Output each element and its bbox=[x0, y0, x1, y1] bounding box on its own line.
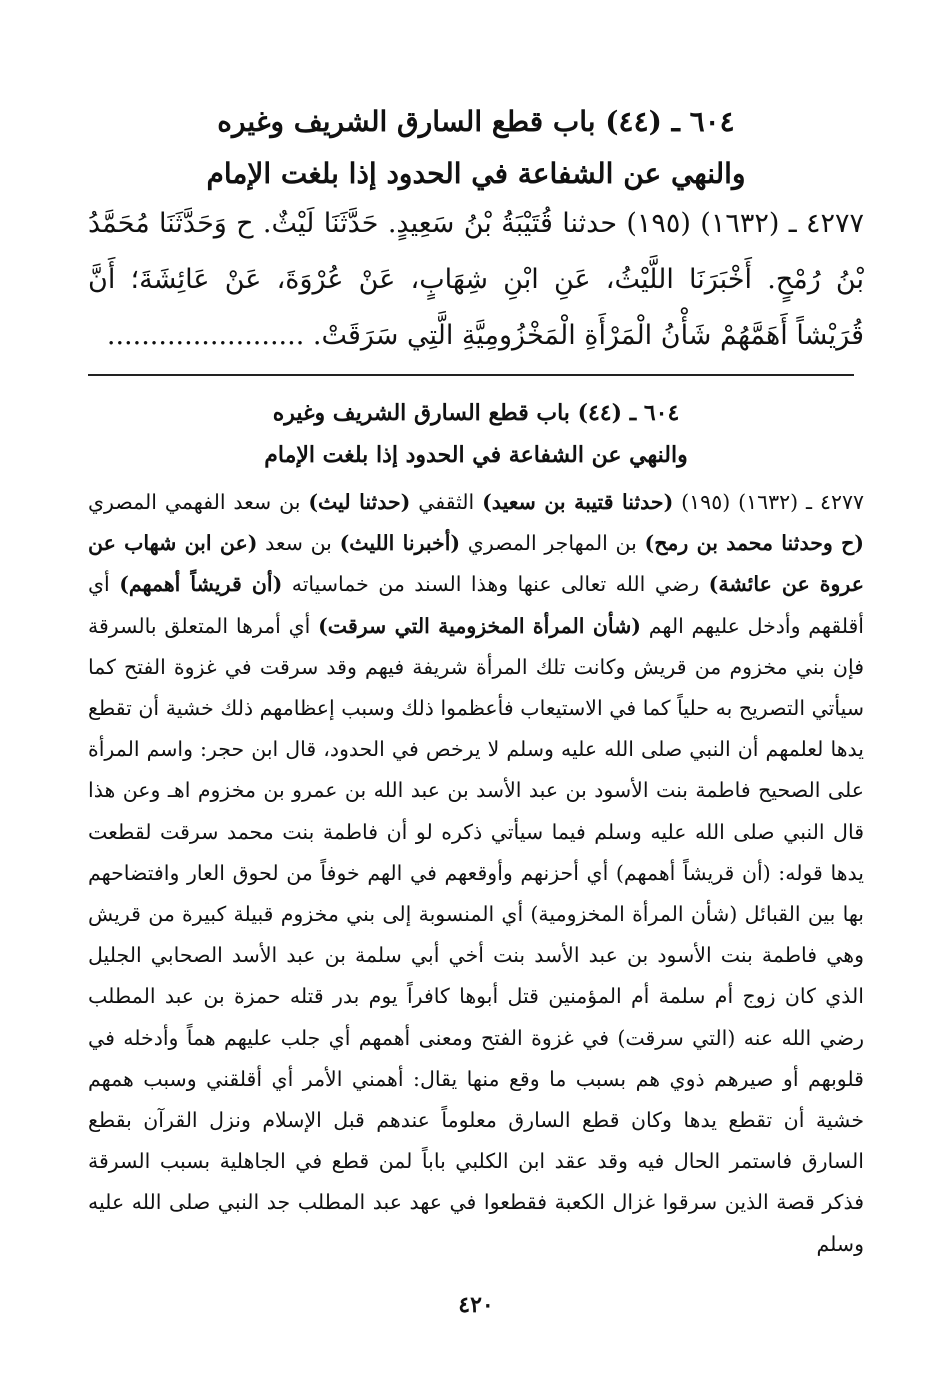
chapter-heading-top bbox=[90, 96, 862, 200]
page-number: ٤٢٠ bbox=[458, 1292, 494, 1318]
commentary-quote: (حدثنا قتيبة بن سعيد) bbox=[482, 490, 674, 514]
chapter-heading-commentary-line2: والنهي عن الشفاعة في الحدود إذا بلغت الإمام bbox=[264, 442, 688, 468]
chapter-heading-top-line2: والنهي عن الشفاعة في الحدود إذا بلغت الإمام bbox=[206, 157, 746, 190]
commentary-quote: (أن قريشاً أهمهم) bbox=[119, 572, 283, 597]
chapter-heading-commentary bbox=[90, 392, 862, 476]
commentary-quote: (حدثنا ليث) bbox=[308, 490, 411, 514]
commentary-run: ٤٢٧٧ ـ (١٦٣٢) (١٩٥) bbox=[673, 490, 864, 514]
commentary-run: بن المهاجر المصري bbox=[460, 531, 645, 556]
commentary-quote: (شأن المرأة المخزومية التي سرقت) bbox=[318, 613, 642, 638]
hadith-text: ٤٢٧٧ ـ (١٦٣٢) (١٩٥) حدثنا قُتَيْبَةُ بْنُ سَعِيدٍ. حَدَّثَنَا لَيْثٌ. ح وَحَدَّثَنَا مُحَمَّدُ بْنُ رُمْحٍ. أَخْبَرَنَا اللَّيْثُ، عَنِ ابْنِ شِهَابٍ، عَنْ عُرْوَةَ، عَنْ عَائِشَةَ؛ أَنَّ قُرَيْشاً أَهَمَّهُمْ شَأْنُ الْمَرْأَةِ الْمَخْزُومِيَّةِ الَّتِي سَرَقَتْ. ....................... bbox=[88, 208, 864, 351]
chapter-heading-top-line1: ٦٠٤ ـ (٤٤) باب قطع السارق الشريف وغيره bbox=[217, 105, 735, 138]
commentary-run: أي أمرها المتعلق بالسرقة فإن بني مخزوم من قريش وكانت تلك المرأة شريفة فيهم وقد سرقت في غزوة الفتح كما سيأتي التصريح به حلياً كما في الاستيعاب فأعظموا ذلك وسبب إعظامهم ذلك خشية أن تقطع يدها لعلمهم أن النبي صلى الله عليه وسلم لا يرخص في الحدود، قال ابن حجر: واسم المرأة على الصحيح فاطمة بنت الأسود بن عبد الأسد بن عبد الله بن عمرو بن مخزوم اهـ وعن هذا قال النبي صلى الله عليه وسلم فيما سيأتي ذكره لو أن فاطمة بنت محمد سرقت لقطعت يدها قوله: (أن قريشاً أهمهم) أي أحزنهم وأوقعهم في الهم خوفاً من لحوق العار وافتضاحهم بها بين القبائل (شأن المرأة المخزومية) أي المنسوبة إلى بني مخزوم قبيلة كبيرة من قريش وهي فاطمة بنت الأسود بن عبد الأسد بنت أخي أبي سلمة بن عبد الأسد الصحابي الجليل الذي كان زوج أم سلمة أم المؤمنين قتل أبوها كافراً يوم بدر قتله حمزة بن عبد المطلب رضي الله عنه (التي سرقت) في غزوة الفتح ومعنى أهمهم أي جلب عليهم هماً وأدخله في قلوبهم أو صيرهم ذوي هم بسبب ما وقع منها يقال: أهمني الأمر أي أقلقني وسبب همهم خشية أن تقطع يدها وكان قطع السارق معلوماً عندهم قبل الإسلام ونزل القرآن بقطع السارق فاستمر الحال فيه وقد عقد ابن الكلبي باباً لمن قطع في الجاهلية بسبب السرقة فذكر قصة الذين سرقوا غزال الكعبة فقطعوا في عهد عبد المطلب جد النبي صلى الله عليه وسلم bbox=[88, 613, 864, 1256]
commentary-quote: (عن ابن شهاب عن عروة عن عائشة) bbox=[88, 531, 864, 597]
commentary-run: أي أقلقهم وأدخل عليهم الهم bbox=[88, 572, 864, 638]
commentary-run: الثقفي bbox=[410, 490, 483, 514]
commentary-quote: (أخبرنا الليث) bbox=[339, 531, 461, 556]
commentary-text bbox=[88, 482, 864, 1265]
commentary-run: رضي الله تعالى عنها وهذا السند من خماسياته bbox=[282, 572, 709, 597]
chapter-heading-commentary-line1: ٦٠٤ ـ (٤٤) باب قطع السارق الشريف وغيره bbox=[272, 400, 680, 426]
separator-line bbox=[88, 374, 854, 376]
commentary-quote: (ح وحدثنا محمد بن رمح) bbox=[644, 531, 864, 556]
commentary-run: بن سعد bbox=[257, 531, 340, 556]
commentary-run: بن سعد الفهمي المصري bbox=[88, 490, 309, 514]
